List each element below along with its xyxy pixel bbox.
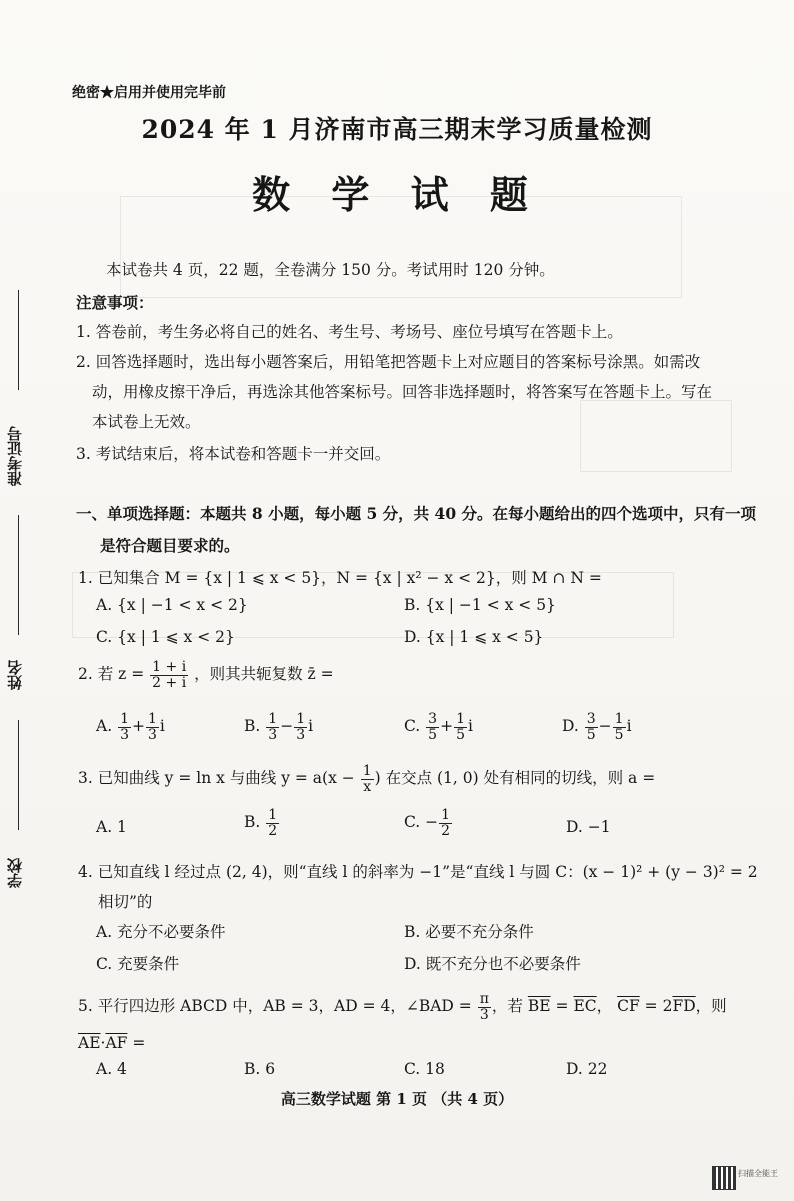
q2-option-a: A. $\frac{1}{3}$ + $\frac{1}{3}$ i [96, 711, 165, 743]
school-label: 学校 [6, 858, 24, 888]
q5-option-d: D. 22 [566, 1060, 608, 1078]
confidential-notice: 绝密★启用并使用完毕前 [72, 85, 226, 101]
q3-option-d: D. −1 [566, 818, 611, 836]
binding-line [18, 720, 19, 830]
section-heading: 一、单项选择题：本题共 8 小题，每小题 5 分，共 40 分。在每小题给出的四个选项中，只有一项 [76, 504, 757, 523]
notes-heading: 注意事项： [76, 293, 154, 312]
qr-code-icon [712, 1166, 736, 1190]
q2-option-d: D. $\frac{3}{5}$ − $\frac{1}{5}$ i [562, 711, 632, 743]
q4-option-d: D. 既不充分也不必要条件 [404, 955, 581, 973]
q1-option-b: B. {x | −1 < x < 5} [404, 596, 556, 614]
question-4-stem-cont: 相切”的 [98, 893, 153, 911]
q5-option-b: B. 6 [244, 1060, 276, 1078]
q1-option-c: C. {x | 1 ⩽ x < 2} [96, 628, 235, 646]
exam-info: 本试卷共 4 页，22 题，全卷满分 150 分。考试用时 120 分钟。 [106, 261, 555, 279]
note-2-line-2: 动，用橡皮擦干净后，再选涂其他答案标号。回答非选择题时，将答案写在答题卡上。写在 [92, 383, 713, 401]
q1-option-a: A. {x | −1 < x < 2} [96, 596, 248, 614]
page-footer: 高三数学试题 第 1 页 （共 4 页） [280, 1090, 514, 1108]
question-1-stem: 1. 已知集合 M = {x | 1 ⩽ x < 5}，N = {x | x² − x < 2}，则 M ∩ N = [78, 569, 602, 587]
subject-title: 数 学 试 题 [252, 172, 542, 217]
question-3-stem: 3. 已知曲线 y = ln x 与曲线 y = a(x − $\frac{1}{x}$ ) 在交点 (1, 0) 处有相同的切线，则 a = [78, 763, 656, 795]
question-4-stem: 4. 已知直线 l 经过点 (2, 4)，则“直线 l 的斜率为 −1”是“直线 l 与圆 C：(x − 1)² + (y − 3)² = 2 [78, 863, 758, 881]
exam-id-label: 准考证号 [6, 426, 24, 486]
question-2-stem: 2. 若 z = $\frac{1 + i}{2 + i}$ ，则其共轭复数 z̄ = [78, 659, 334, 691]
section-heading-cont: 是符合题目要求的。 [100, 536, 240, 555]
q4-option-a: A. 充分不必要条件 [96, 923, 226, 941]
q2-option-c: C. $\frac{3}{5}$ + $\frac{1}{5}$ i [404, 711, 473, 743]
note-2-line-3: 本试卷上无效。 [92, 413, 201, 431]
binding-line [18, 290, 19, 390]
q2-option-b: B. $\frac{1}{3}$ − $\frac{1}{3}$ i [244, 711, 314, 743]
bleed-through-box [580, 400, 732, 472]
binding-line [18, 515, 19, 635]
q5-option-a: A. 4 [96, 1060, 127, 1078]
q4-option-b: B. 必要不充分条件 [404, 923, 534, 941]
note-1: 1. 答卷前，考生务必将自己的姓名、考生号、考场号、座位号填写在答题卡上。 [76, 323, 623, 341]
scanner-watermark: 扫描全能王 [738, 1169, 778, 1178]
q4-option-c: C. 充要条件 [96, 955, 180, 973]
fraction: $\frac{1 + i}{2 + i}$ [152, 659, 187, 691]
question-5-stem-cont: $\overline{AE}\cdot\overline{AF}$ = [78, 1034, 146, 1052]
name-label: 姓名 [6, 660, 24, 690]
q5-option-c: C. 18 [404, 1060, 445, 1078]
q3-option-c: C. − $\frac{1}{2}$ [404, 807, 451, 839]
note-3: 3. 考试结束后，将本试卷和答题卡一并交回。 [76, 445, 391, 463]
question-5-stem: 5. 平行四边形 ABCD 中，AB = 3，AD = 4，∠BAD = $\frac{\pi}{3}$ ，若 $\overline{BE} = \overline{EC}$， $\overline{CF} = 2\overline{FD}$，则 [78, 991, 727, 1023]
q3-option-b: B. $\frac{1}{2}$ [244, 807, 278, 839]
exam-title: 2024 年 1 月济南市高三期末学习质量检测 [141, 115, 653, 144]
note-2-line-1: 2. 回答选择题时，选出每小题答案后，用铅笔把答题卡上对应题目的答案标号涂黑。如需改 [76, 353, 701, 371]
q3-option-a: A. 1 [96, 818, 127, 836]
q1-option-d: D. {x | 1 ⩽ x < 5} [404, 628, 544, 646]
